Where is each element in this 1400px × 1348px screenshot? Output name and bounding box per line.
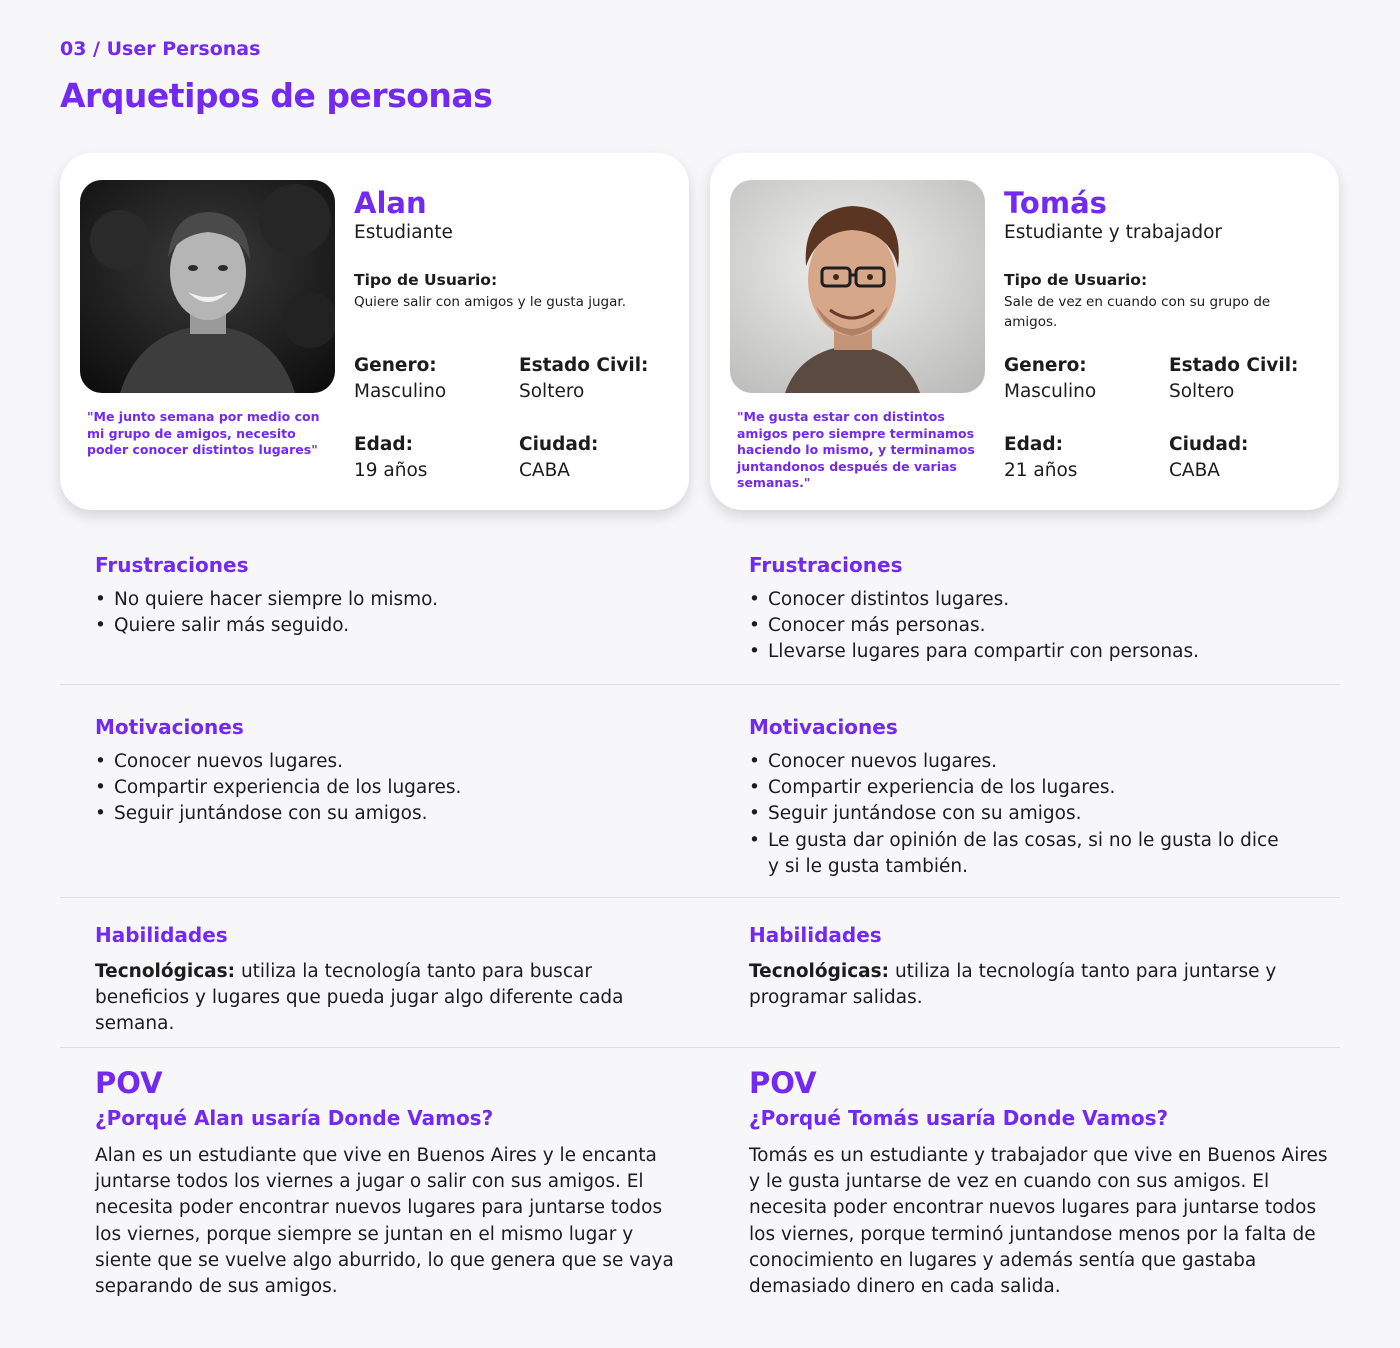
eyebrow-label: 03 / User Personas xyxy=(60,38,261,60)
list-item: • Seguir juntándose con su amigos. xyxy=(749,801,1289,827)
gender-value: Masculino xyxy=(354,381,447,402)
persona-photo-tomas xyxy=(730,180,985,393)
skills-heading: Habilidades xyxy=(95,923,228,947)
persona-quote: "Me junto semana por medio con mi grupo de amigos, necesito poder conocer distintos lugares" xyxy=(87,409,320,457)
list-item: • No quiere hacer siempre lo mismo. xyxy=(95,587,655,613)
frustrations-list-alan xyxy=(95,587,655,639)
divider xyxy=(60,1047,1340,1048)
user-type-label: Tipo de Usuario: xyxy=(1004,271,1148,289)
list-item: • Le gusta dar opinión de las cosas, si no le gusta lo dice y si le gusta también. xyxy=(749,828,1289,880)
pov-text-tomas: Tomás es un estudiante y trabajador que vive en Buenos Aires y le gusta juntarse de vez en cuando con sus amigos. El necesita poder encontrar nuevos lugares para juntarse todos los viernes, porque terminó juntandose menos por la falta de conocimiento en lugares y además sentía que gastaba demasiado dinero en cada salida. xyxy=(749,1145,1328,1298)
pov-question: ¿Porqué Tomás usaría Donde Vamos? xyxy=(749,1106,1169,1130)
motivations-heading: Motivaciones xyxy=(95,715,244,739)
list-item: • Compartir experiencia de los lugares. xyxy=(95,775,655,801)
city-label: Ciudad: xyxy=(1169,434,1249,455)
age-value: 21 años xyxy=(1004,460,1078,481)
city-value: CABA xyxy=(1169,460,1220,481)
list-item: • Conocer más personas. xyxy=(749,613,1329,639)
persona-name: Alan xyxy=(354,186,427,220)
persona-quote: "Me gusta estar con distintos amigos pero siempre terminamos haciendo lo mismo, y terminamos juntandonos después de varias semanas." xyxy=(737,409,975,490)
frustrations-heading: Frustraciones xyxy=(749,553,903,577)
marital-status-label: Estado Civil: xyxy=(1169,355,1299,376)
marital-status-value: Soltero xyxy=(519,381,585,402)
skills-label: Tecnológicas: xyxy=(95,961,236,982)
pov-text-alan: Alan es un estudiante que vive en Buenos Aires y le encanta juntarse todos los viernes a jugar o salir con sus amigos. El necesita poder encontrar nuevos lugares para juntarse todos los viernes, porque siempre se juntan en el mismo lugar y siente que se vuelve algo aburrido, lo que genera que se vaya separando de sus amigos. xyxy=(95,1145,674,1298)
marital-status-value: Soltero xyxy=(1169,381,1235,402)
marital-status-label: Estado Civil: xyxy=(519,355,649,376)
skills-text-alan xyxy=(95,959,635,1038)
motivations-list-tomas xyxy=(749,749,1289,880)
frustrations-heading: Frustraciones xyxy=(95,553,249,577)
list-item: • Conocer nuevos lugares. xyxy=(95,749,655,775)
age-value: 19 años xyxy=(354,460,428,481)
user-type-value: Quiere salir con amigos y le gusta jugar. xyxy=(354,294,626,310)
motivations-list-alan xyxy=(95,749,655,828)
gender-label: Genero: xyxy=(1004,355,1087,376)
persona-role: Estudiante y trabajador xyxy=(1004,222,1223,243)
pov-question: ¿Porqué Alan usaría Donde Vamos? xyxy=(95,1106,494,1130)
list-item: • Llevarse lugares para compartir con personas. xyxy=(749,639,1329,665)
list-item: • Compartir experiencia de los lugares. xyxy=(749,775,1289,801)
skills-text-tomas xyxy=(749,959,1329,1011)
persona-card-tomas xyxy=(710,153,1339,510)
user-type-label: Tipo de Usuario: xyxy=(354,271,498,289)
list-item: • Conocer distintos lugares. xyxy=(749,587,1329,613)
gender-label: Genero: xyxy=(354,355,437,376)
list-item: • Quiere salir más seguido. xyxy=(95,613,655,639)
divider xyxy=(60,684,1340,685)
persona-role: Estudiante xyxy=(354,222,453,243)
skills-label: Tecnológicas: xyxy=(749,961,890,982)
pov-heading: POV xyxy=(95,1066,163,1100)
divider xyxy=(60,897,1340,898)
frustrations-list-tomas xyxy=(749,587,1329,666)
user-type-value: Sale de vez en cuando con su grupo de amigos. xyxy=(1004,294,1271,330)
persona-photo-alan xyxy=(80,180,335,393)
list-item: • Seguir juntándose con su amigos. xyxy=(95,801,655,827)
age-label: Edad: xyxy=(354,434,414,455)
list-item: • Conocer nuevos lugares. xyxy=(749,749,1289,775)
persona-card-alan xyxy=(60,153,689,510)
gender-value: Masculino xyxy=(1004,381,1097,402)
pov-heading: POV xyxy=(749,1066,817,1100)
persona-name: Tomás xyxy=(1004,186,1107,220)
city-label: Ciudad: xyxy=(519,434,599,455)
skills-description: utiliza la tecnología tanto para buscar beneficios y lugares que pueda jugar algo diferente cada semana. xyxy=(95,961,624,1035)
city-value: CABA xyxy=(519,460,570,481)
page-title: Arquetipos de personas xyxy=(60,76,493,115)
age-label: Edad: xyxy=(1004,434,1064,455)
skills-description: utiliza la tecnología tanto para juntarse y programar salidas. xyxy=(749,961,1277,1009)
motivations-heading: Motivaciones xyxy=(749,715,898,739)
skills-heading: Habilidades xyxy=(749,923,882,947)
